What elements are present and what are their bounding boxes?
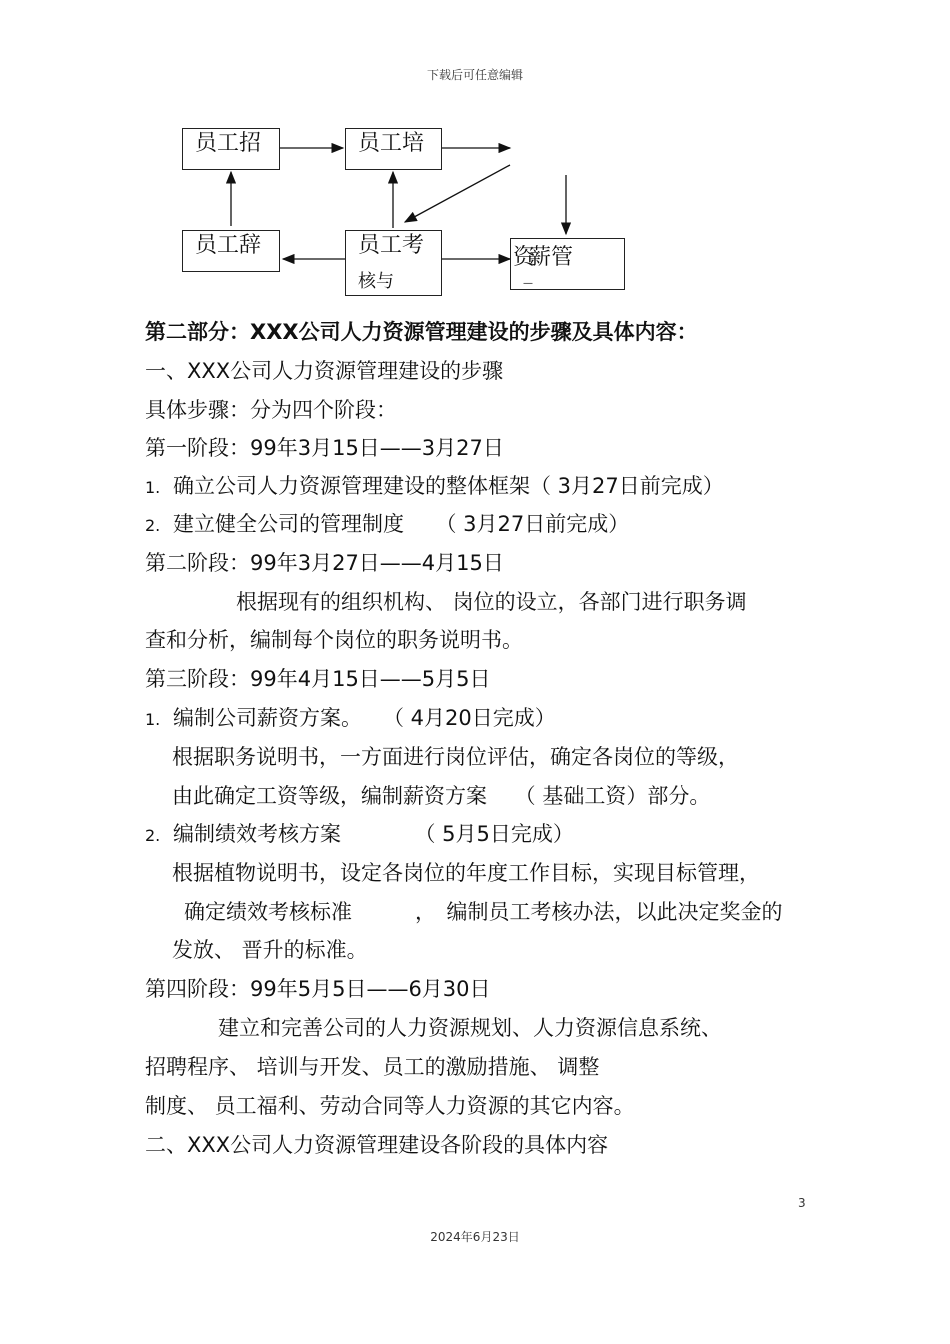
page-number: 3 <box>798 1196 806 1210</box>
phase3-heading: 第三阶段：99年4月15日——5月5日 <box>145 667 491 691</box>
phase1-item2 <box>145 510 629 540</box>
phase3-item1-text: 编制公司薪资方案。 （ 4月20日完成） <box>173 706 556 730</box>
box-recruitment <box>182 128 280 170</box>
item2-title: 二、XXX公司人力资源管理建设各阶段的具体内容 <box>145 1133 609 1157</box>
box-compensation-label: 薪管 <box>529 245 574 270</box>
item1-title: 一、XXX公司人力资源管理建设的步骤 <box>145 359 504 383</box>
box-compensation-mark: — <box>523 278 533 289</box>
phase1-heading: 第一阶段：99年3月15日——3月27日 <box>145 436 504 460</box>
box-compensation-prefix: 资 <box>513 245 536 270</box>
phase3-item1-desc-1: 根据职务说明书，一方面进行岗位评估，确定各岗位的等级， <box>172 745 739 769</box>
phase1-item1-text: 确立公司人力资源管理建设的整体框架（ 3月27日前完成） <box>173 474 724 498</box>
phase3-item2-desc-2: 确定绩效考核标准 ， 编制员工考核办法，以此决定奖金的 <box>184 900 783 924</box>
box-training <box>345 128 442 170</box>
box-assessment-sublabel: 核与 <box>358 271 394 292</box>
phase1-item1-num: 1. <box>145 478 161 497</box>
phase3-item1 <box>145 704 556 734</box>
box-dismissal <box>182 230 280 272</box>
phase4-heading: 第四阶段：99年5月5日——6月30日 <box>145 977 491 1001</box>
page-header: 下载后可任意编辑 <box>426 68 523 82</box>
phase2-text-2: 查和分析，编制每个岗位的职务说明书。 <box>145 628 523 652</box>
phase3-item2 <box>145 820 574 850</box>
box-assessment-label: 员工考 <box>358 233 425 258</box>
steps-intro: 具体步骤：分为四个阶段： <box>145 398 397 422</box>
phase4-text-1: 建立和完善公司的人力资源规划、人力资源信息系统、 <box>218 1016 722 1040</box>
page-footer-date: 2024年6月23日 <box>430 1230 520 1244</box>
section-title: 第二部分：XXX公司人力资源管理建设的步骤及具体内容： <box>145 320 698 344</box>
flowchart-arrows <box>0 0 950 320</box>
phase3-item2-text: 编制绩效考核方案 （ 5月5日完成） <box>173 822 574 846</box>
phase4-text-3: 制度、 员工福利、劳动合同等人力资源的其它内容。 <box>145 1094 635 1118</box>
box-recruitment-label: 员工招 <box>195 131 262 156</box>
phase1-item2-text: 建立健全公司的管理制度 （ 3月27日前完成） <box>173 512 630 536</box>
phase3-item2-desc-3: 发放、 晋升的标准。 <box>172 938 368 962</box>
box-training-label: 员工培 <box>358 131 425 156</box>
phase2-heading: 第二阶段：99年3月27日——4月15日 <box>145 551 504 575</box>
phase1-item2-num: 2. <box>145 516 161 535</box>
phase1-item1 <box>145 472 724 502</box>
phase3-item1-desc-2: 由此确定工资等级，编制薪资方案 （ 基础工资）部分。 <box>172 784 711 808</box>
phase3-item1-num: 1. <box>145 710 161 729</box>
box-dismissal-label: 员工辞 <box>195 233 262 258</box>
phase4-text-2: 招聘程序、 培训与开发、员工的激励措施、 调整 <box>145 1055 600 1079</box>
box-compensation <box>510 238 625 290</box>
box-assessment <box>345 230 442 296</box>
phase2-text-1: 根据现有的组织机构、 岗位的设立，各部门进行职务调 <box>236 590 747 614</box>
phase3-item2-num: 2. <box>145 826 161 845</box>
phase3-item2-desc-1: 根据植物说明书，设定各岗位的年度工作目标，实现目标管理， <box>172 861 760 885</box>
